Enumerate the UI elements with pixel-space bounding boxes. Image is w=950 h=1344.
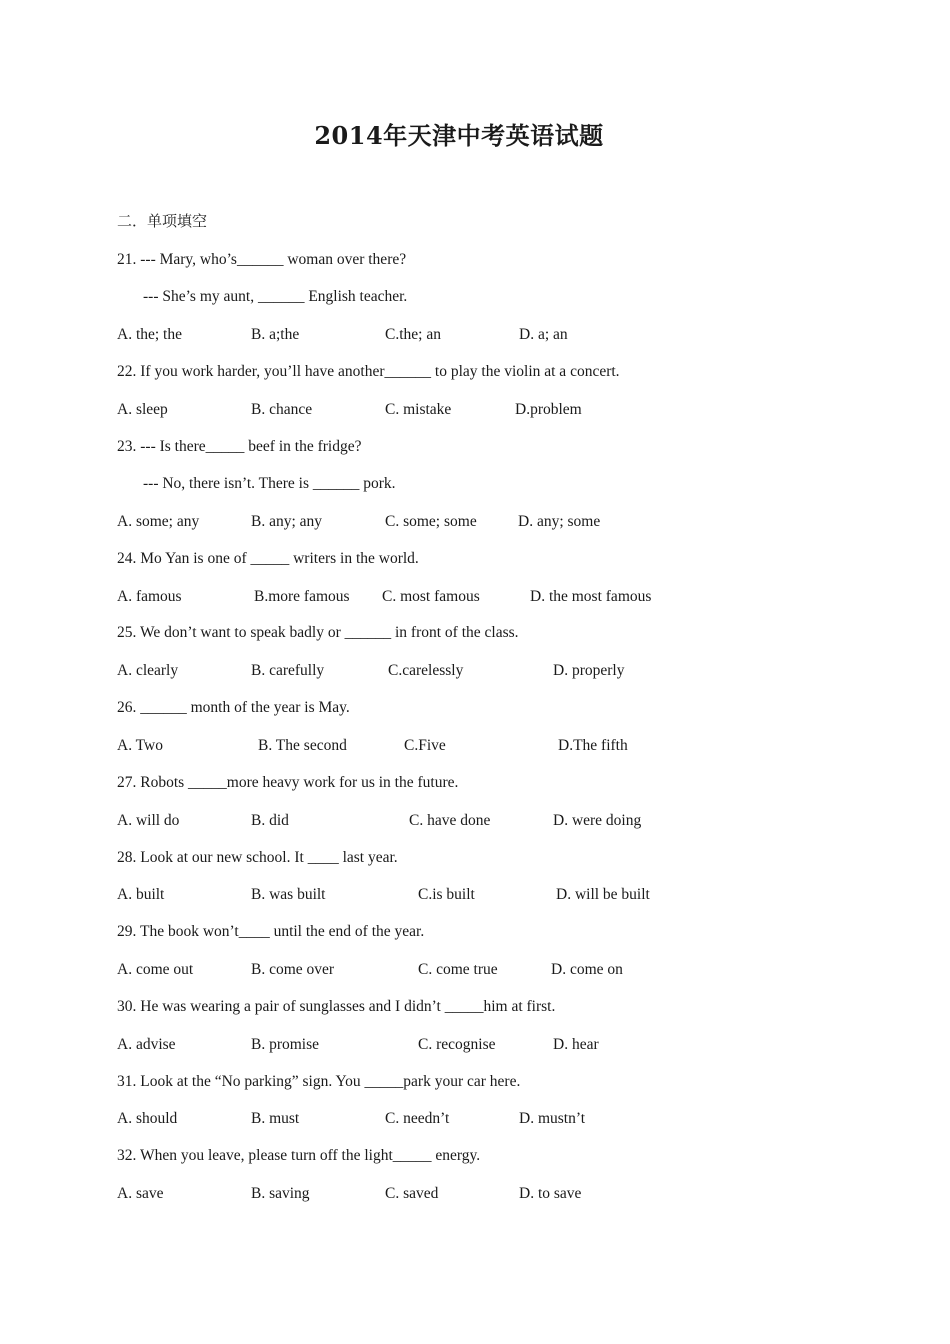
question-30-option-a: A. advise bbox=[117, 1036, 176, 1053]
question-28-option-c: C.is built bbox=[418, 886, 475, 903]
question-21-option-c: C.the; an bbox=[385, 326, 441, 343]
question-29-option-c: C. come true bbox=[418, 961, 498, 978]
question-24-option-c: C. most famous bbox=[382, 588, 480, 605]
question-25-option-a: A. clearly bbox=[117, 662, 179, 679]
question-31-option-c: C. needn’t bbox=[385, 1110, 450, 1127]
question-29-option-d: D. come on bbox=[551, 961, 623, 978]
question-29-option-a: A. come out bbox=[117, 961, 194, 978]
question-27-option-b: B. did bbox=[251, 812, 289, 829]
question-23-option-c: C. some; some bbox=[385, 513, 477, 530]
question-29-stem: 29. The book won’t____ until the end of the year. bbox=[117, 923, 425, 940]
question-27-stem: 27. Robots _____more heavy work for us in the future. bbox=[117, 774, 459, 791]
question-28-option-a: A. built bbox=[117, 886, 165, 903]
question-26-option-c: C.Five bbox=[404, 737, 446, 754]
question-21-stem: 21. --- Mary, who’s______ woman over there? bbox=[117, 251, 407, 268]
question-22-option-c: C. mistake bbox=[385, 401, 452, 418]
question-22-option-b: B. chance bbox=[251, 401, 313, 418]
question-32-option-d: D. to save bbox=[519, 1185, 582, 1202]
question-31-stem: 31. Look at the “No parking” sign. You _____park your car here. bbox=[117, 1073, 521, 1090]
question-30-option-c: C. recognise bbox=[418, 1036, 496, 1053]
question-26-option-a: A. Two bbox=[117, 737, 163, 754]
question-27-option-a: A. will do bbox=[117, 812, 180, 829]
question-32-option-a: A. save bbox=[117, 1185, 164, 1202]
question-21-option-a: A. the; the bbox=[117, 326, 182, 343]
question-22-option-a: A. sleep bbox=[117, 401, 168, 418]
question-31-option-d: D. mustn’t bbox=[519, 1110, 586, 1127]
question-22-option-d: D.problem bbox=[515, 401, 582, 418]
question-30-option-b: B. promise bbox=[251, 1036, 320, 1053]
question-24-option-a: A. famous bbox=[117, 588, 182, 605]
question-24-option-b: B.more famous bbox=[254, 588, 350, 605]
question-30-stem: 30. He was wearing a pair of sunglasses and I didn’t _____him at first. bbox=[117, 998, 556, 1015]
question-28-stem: 28. Look at our new school. It ____ last year. bbox=[117, 849, 398, 866]
question-21-option-d: D. a; an bbox=[519, 326, 568, 343]
question-24-option-d: D. the most famous bbox=[530, 588, 652, 605]
question-27-option-d: D. were doing bbox=[553, 812, 642, 829]
question-23-stem: 23. --- Is there_____ beef in the fridge? bbox=[117, 438, 362, 455]
question-25-stem: 25. We don’t want to speak badly or ______ in front of the class. bbox=[117, 624, 519, 641]
question-23-option-a: A. some; any bbox=[117, 513, 200, 530]
question-31-option-a: A. should bbox=[117, 1110, 178, 1127]
question-27-option-c: C. have done bbox=[409, 812, 491, 829]
question-26-option-d: D.The fifth bbox=[558, 737, 628, 754]
question-23-option-d: D. any; some bbox=[518, 513, 601, 530]
question-25-option-d: D. properly bbox=[553, 662, 625, 679]
section-heading: 二．单项填空 bbox=[117, 212, 208, 230]
question-30-option-d: D. hear bbox=[553, 1036, 599, 1053]
question-25-option-b: B. carefully bbox=[251, 662, 325, 679]
question-32-option-b: B. saving bbox=[251, 1185, 310, 1202]
question-31-option-b: B. must bbox=[251, 1110, 300, 1127]
question-22-stem: 22. If you work harder, you’ll have another______ to play the violin at a concert. bbox=[117, 363, 620, 380]
question-32-stem: 32. When you leave, please turn off the light_____ energy. bbox=[117, 1147, 481, 1164]
question-28-option-d: D. will be built bbox=[556, 886, 650, 903]
question-26-stem: 26. ______ month of the year is May. bbox=[117, 699, 350, 716]
question-24-stem: 24. Mo Yan is one of _____ writers in the world. bbox=[117, 550, 419, 567]
question-32-option-c: C. saved bbox=[385, 1185, 439, 1202]
question-23-reply: --- No, there isn’t. There is ______ pork. bbox=[143, 475, 396, 492]
question-21-reply: --- She’s my aunt, ______ English teacher. bbox=[143, 288, 408, 305]
question-21-option-b: B. a;the bbox=[251, 326, 300, 343]
question-26-option-b: B. The second bbox=[258, 737, 347, 754]
question-25-option-c: C.carelessly bbox=[388, 662, 464, 679]
question-29-option-b: B. come over bbox=[251, 961, 335, 978]
page-title: 2014年天津中考英语试题 bbox=[314, 121, 604, 150]
question-23-option-b: B. any; any bbox=[251, 513, 323, 530]
question-28-option-b: B. was built bbox=[251, 886, 326, 903]
